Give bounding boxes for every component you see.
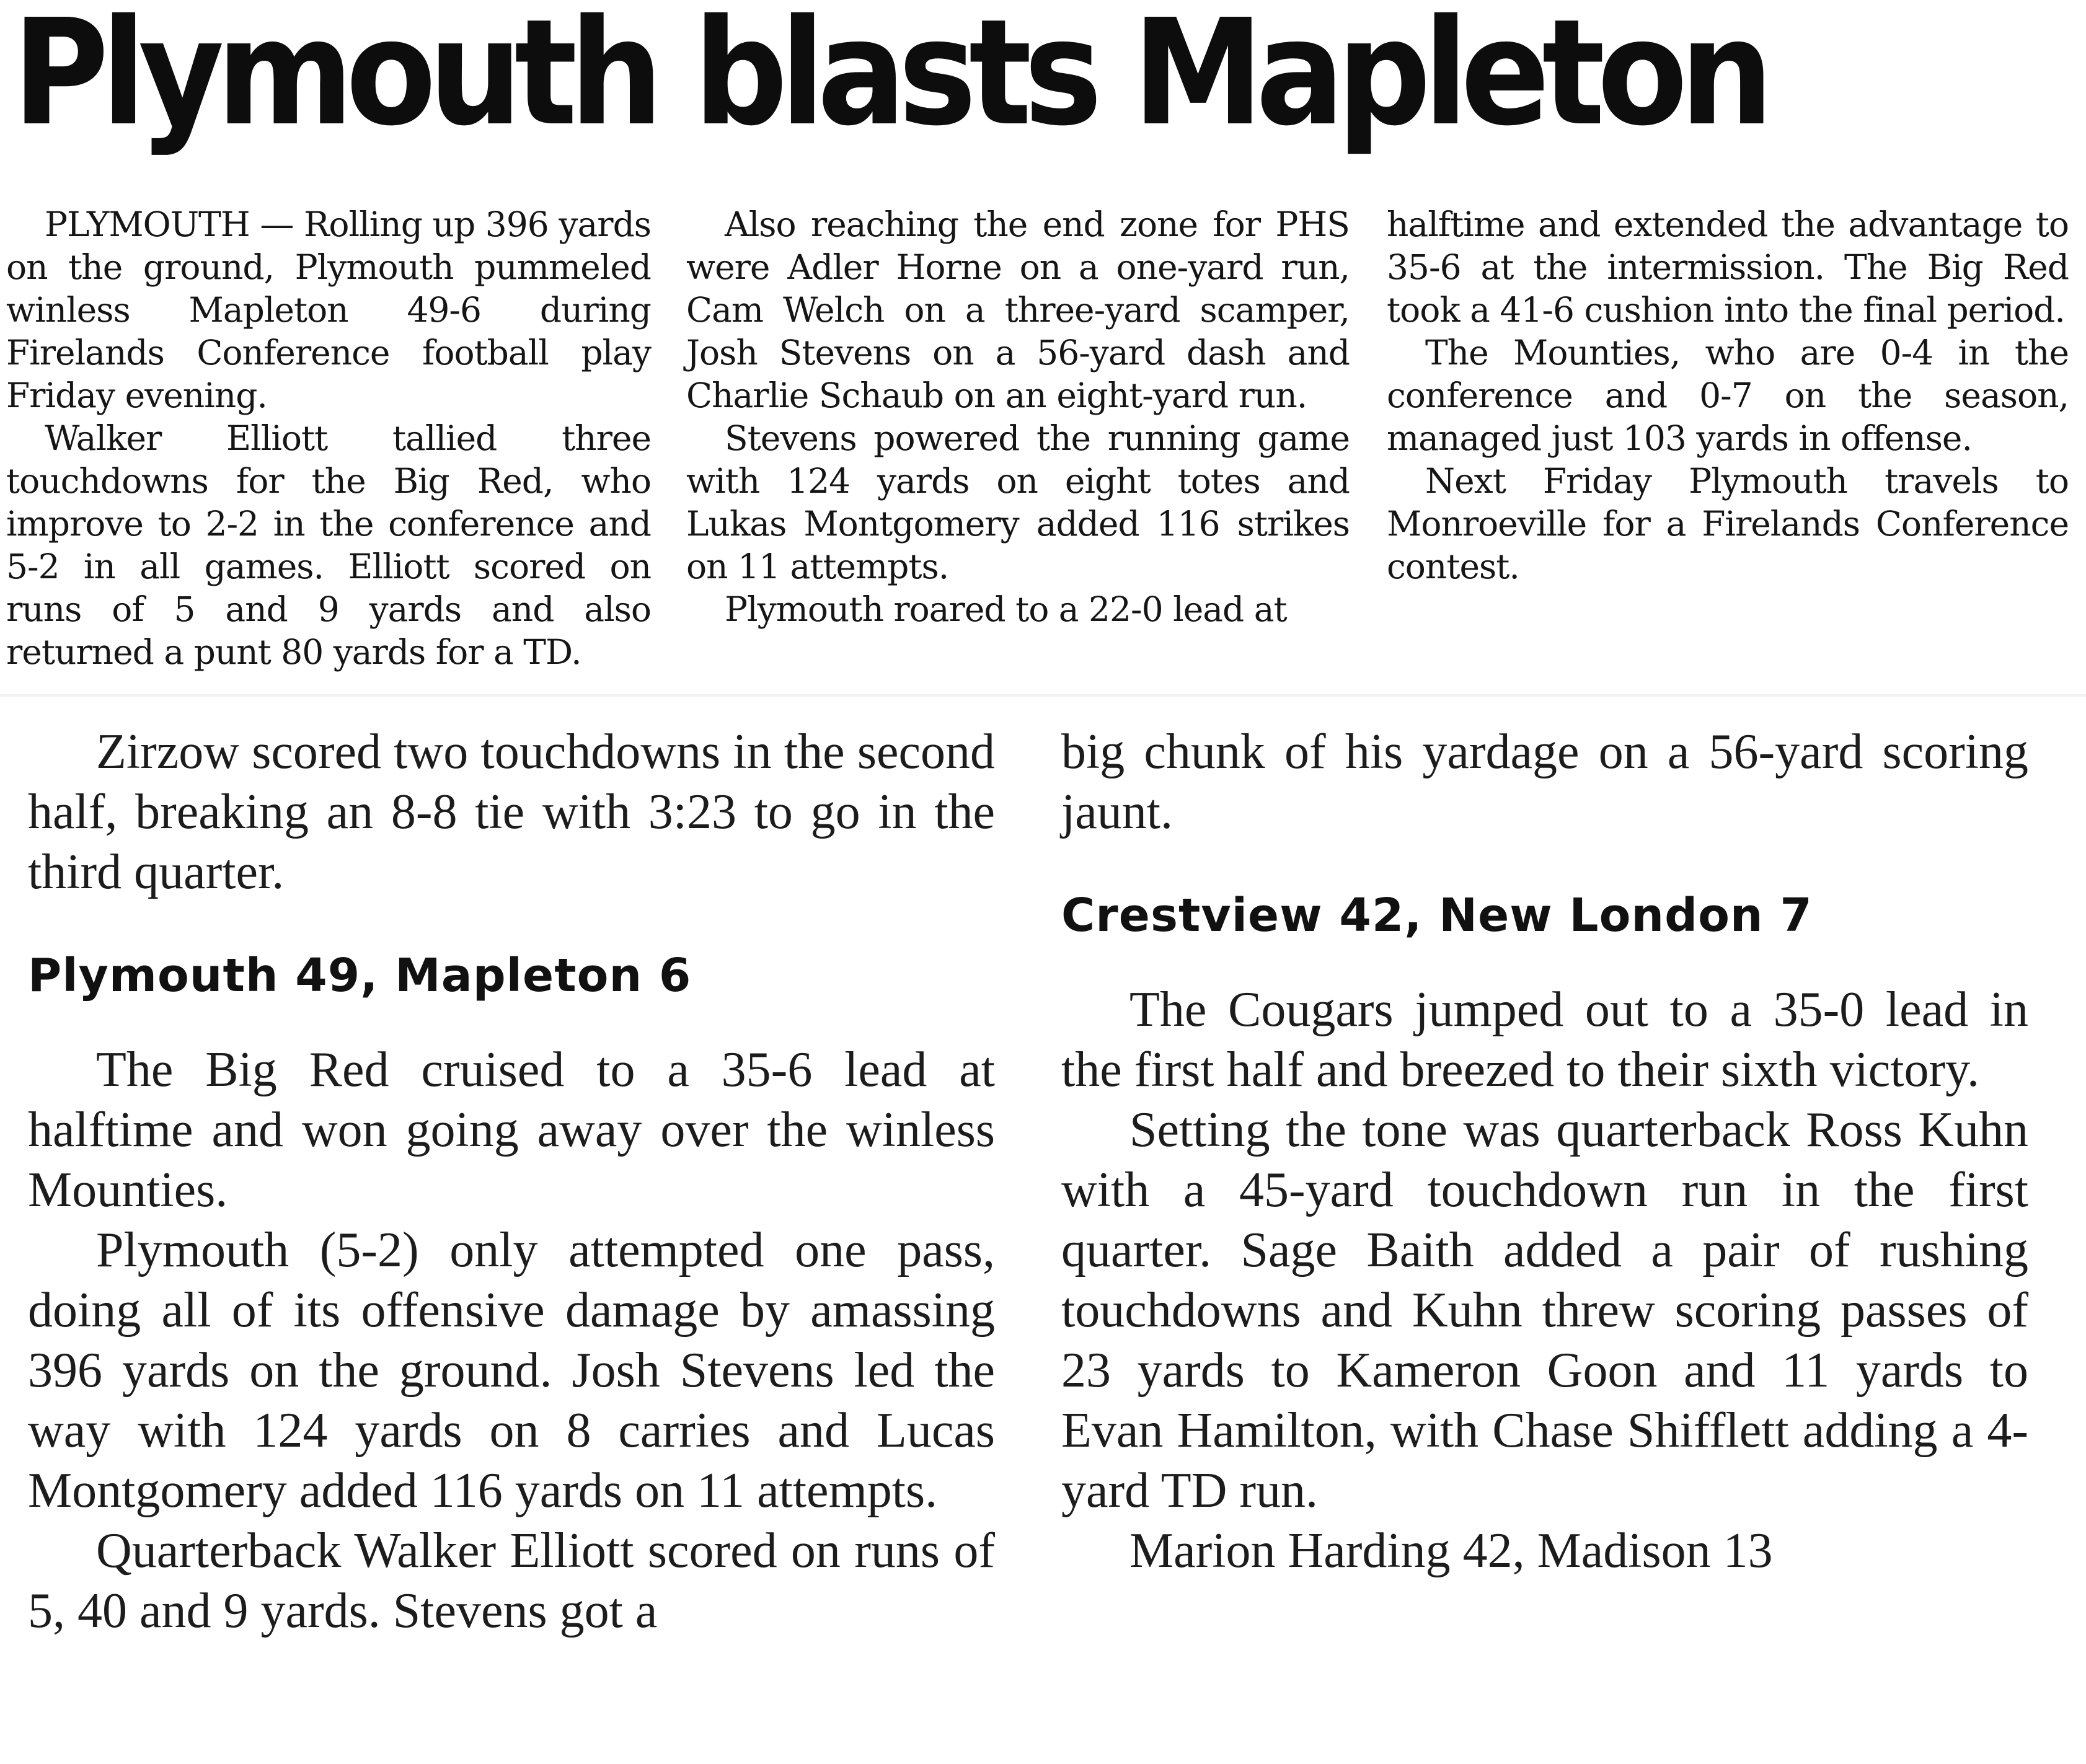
bottom-paragraph: Quarterback Walker Elliott scored on runs of 5, 40 and 9 yards. Stevens got a [28,1524,995,1638]
score-heading-plymouth: Plymouth 49, Mapleton 6 [28,949,692,1002]
top-paragraph: Stevens powered the running game with 124 yards on eight totes and Lukas Montgomery added 116 strikes on 11 attempts. [686,418,1350,586]
headline: Plymouth blasts Mapleton [12,0,1766,158]
bottom-paragraph: Setting the tone was quarterback Ross Kuhn with a 45-yard touchdown run in the first quarter. Sage Baith added a pair of rushing touchdowns and Kuhn threw scoring passes of 23 yards to Kameron Goon and 11 yards to Evan Hamilton, with Chase Shifflett adding a 4-yard TD run. [1061,1103,2028,1518]
top-paragraph: The Mounties, who are 0-4 in the conference and 0-7 on the season, managed just 103 yards in offense. [1387,333,2069,458]
bottom-paragraph: The Cougars jumped out to a 35-0 lead in the first half and breezed to their sixth victory. [1061,982,2028,1097]
top-article-column-1 [6,203,651,674]
score-heading-crestview: Crestview 42, New London 7 [1061,889,1813,942]
bottom-article-left-column [28,722,995,1641]
top-paragraph: Also reaching the end zone for PHS were Adler Horne on a one-yard run, Cam Welch on a three-yard scamper, Josh Stevens on a 56-yard dash and Charlie Schaub on an eight-yard run. [686,205,1350,415]
top-paragraph: Walker Elliott tallied three touchdowns for the Big Red, who improve to 2-2 in the conference and 5-2 in all games. Elliott scored on runs of 5 and 9 yards and also returned a punt 80 yards for a TD. [6,418,651,672]
top-article-column-2 [686,203,1350,631]
bottom-paragraph: Zirzow scored two touchdowns in the second half, breaking an 8-8 tie with 3:23 to go in the third quarter. [28,725,995,899]
top-paragraph: Next Friday Plymouth travels to Monroeville for a Firelands Conference contest. [1387,461,2069,586]
top-paragraph: Plymouth roared to a 22-0 lead at [725,589,1287,629]
score-subheading-marion: Marion Harding 42, Madison 13 [1129,1524,1773,1578]
clipping-divider [0,694,2086,697]
top-paragraph-dateline: PLYMOUTH — Rolling up 396 yards on the ground, Plymouth pummeled winless Mapleton 49-6 during Firelands Conference football play Friday evening. [6,205,651,415]
bottom-paragraph: The Big Red cruised to a 35-6 lead at halftime and won going away over the winless Mounties. [28,1043,995,1217]
bottom-article-right-column [1061,722,2028,1581]
top-article-column-3 [1387,203,2069,588]
bottom-paragraph: Plymouth (5-2) only attempted one pass, doing all of its offensive damage by amassing 396 yards on the ground. Josh Stevens led the way with 124 yards on 8 carries and Lucas Montgomery added 116 yards on 11 attempts. [28,1223,995,1518]
bottom-paragraph: big chunk of his yardage on a 56-yard scoring jaunt. [1061,725,2028,839]
top-paragraph: halftime and extended the advantage to 35-6 at the intermission. The Big Red took a 41-6 cushion into the final period. [1387,205,2069,330]
